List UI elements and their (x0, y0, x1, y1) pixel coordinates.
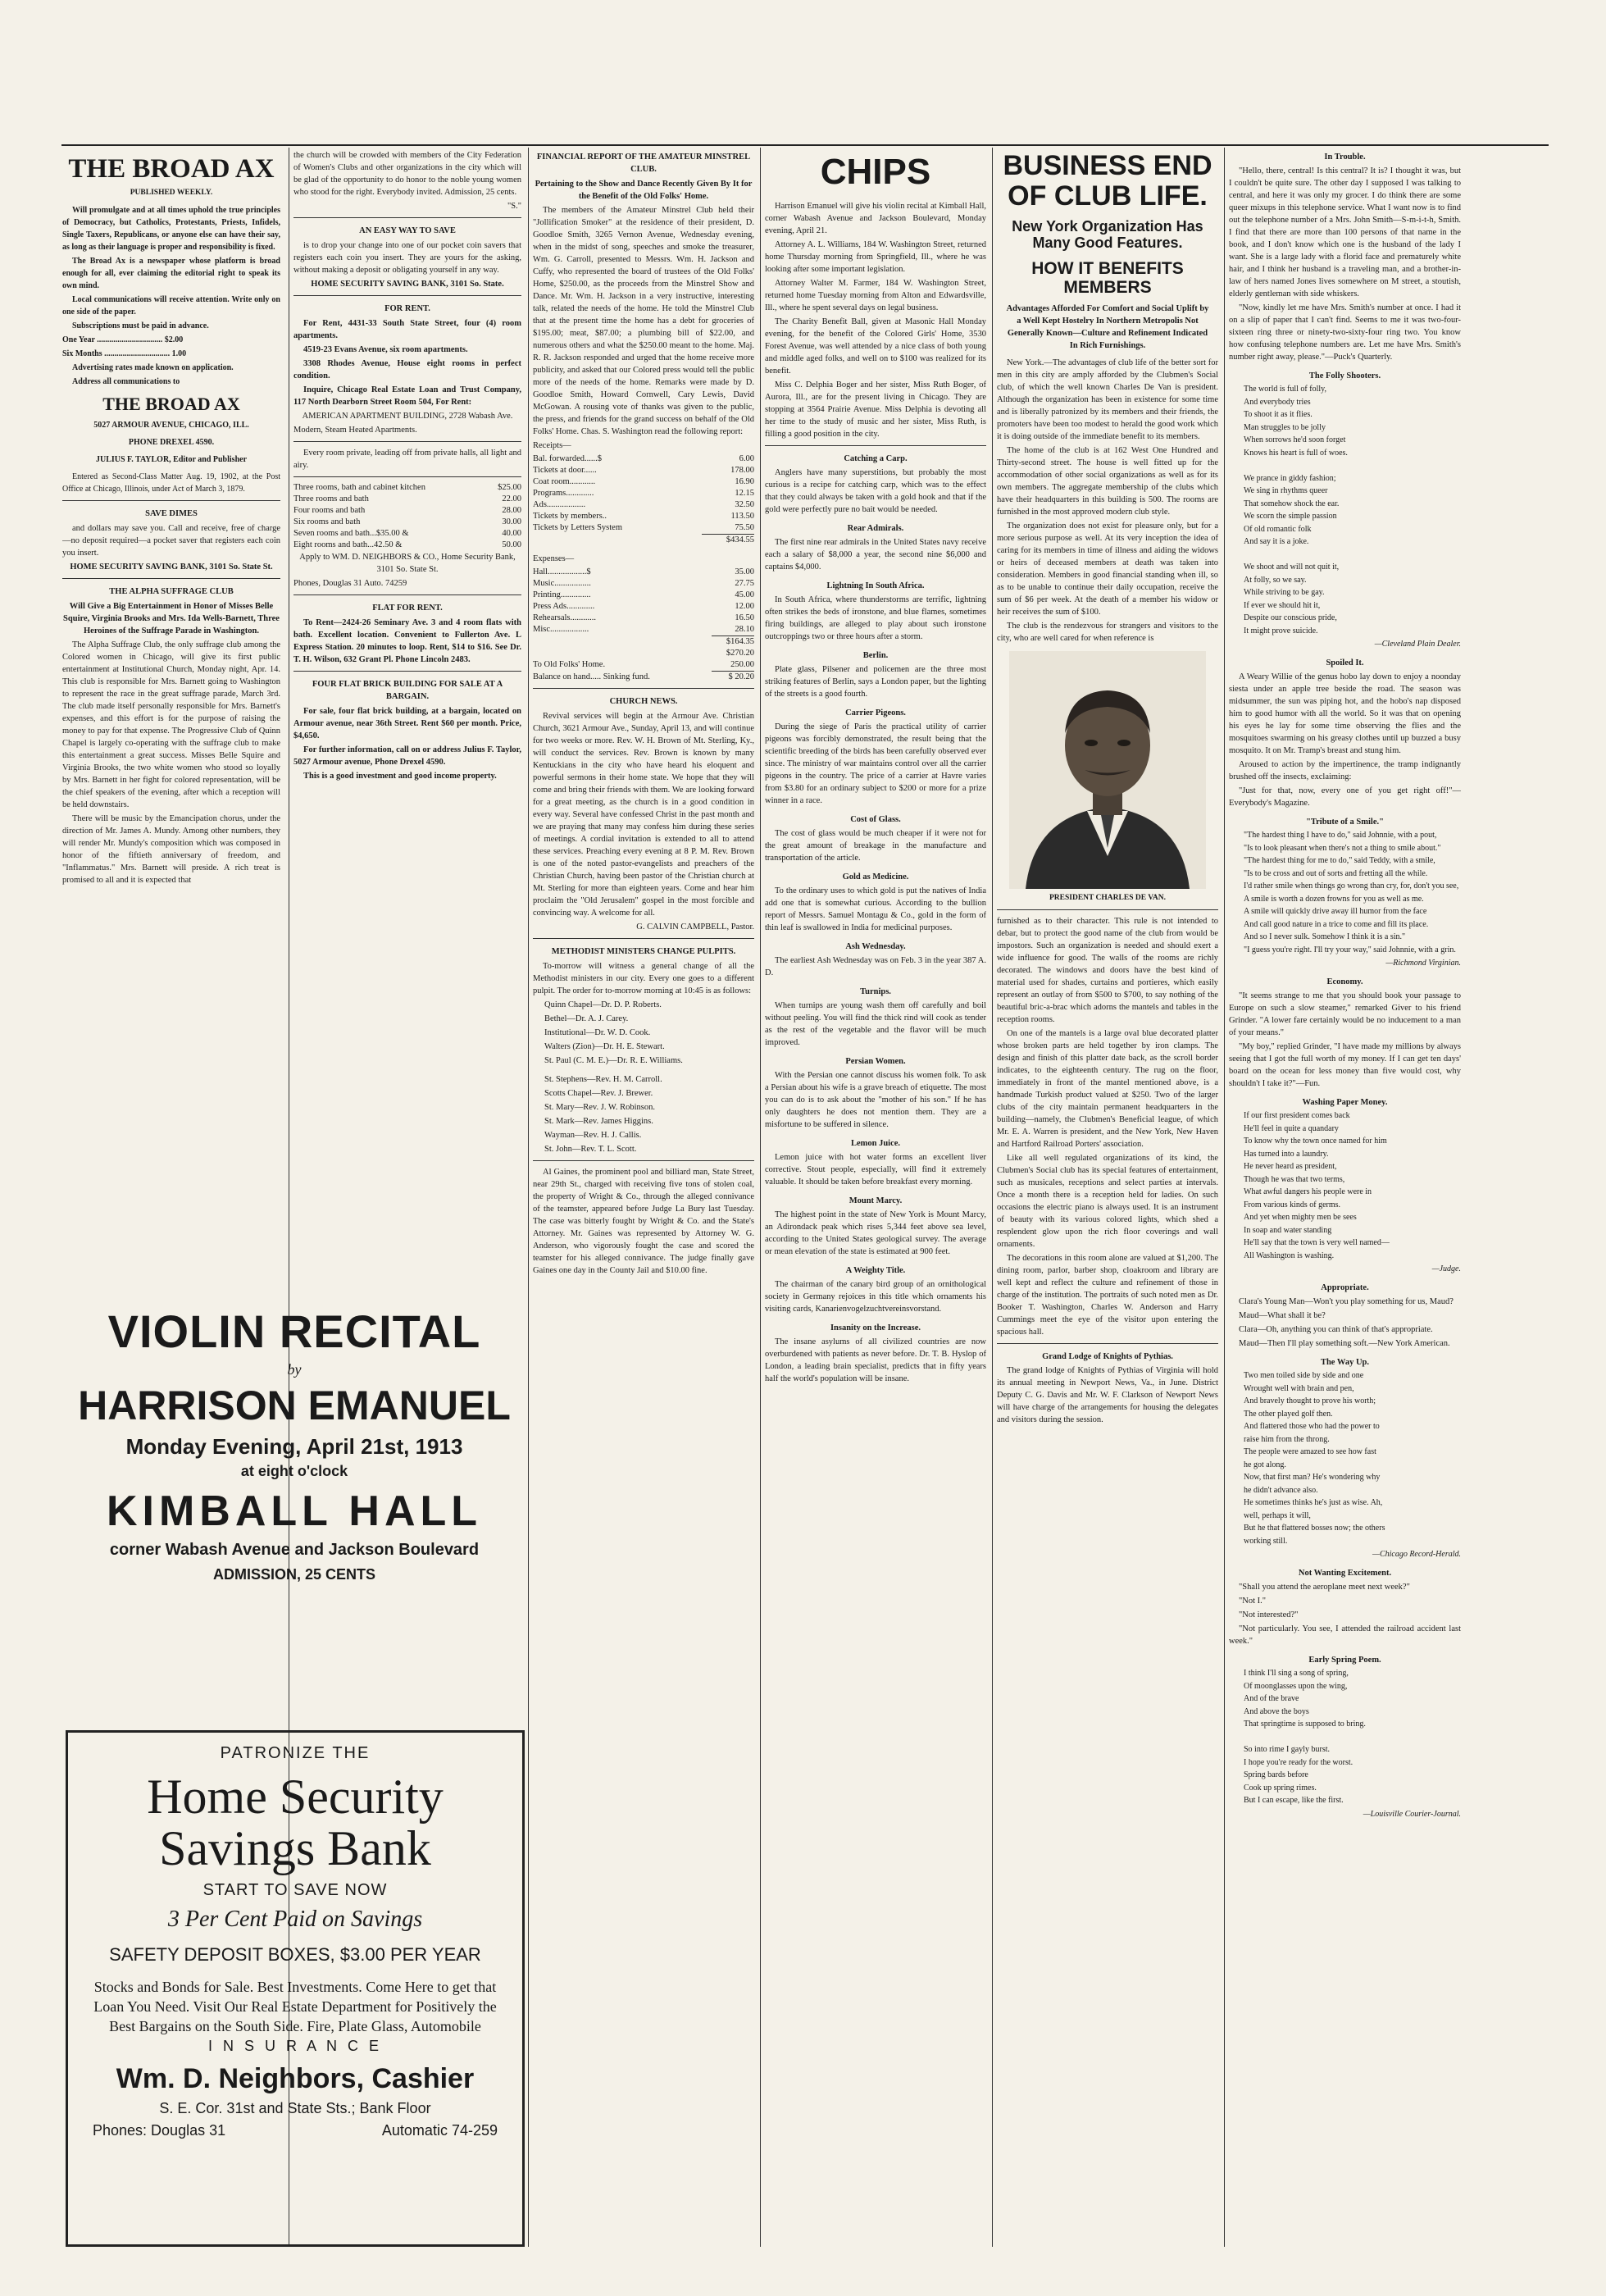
poem-line: I hope you're ready for the worst. (1244, 1757, 1353, 1767)
club-life-text: The organization does not exist for pleasure only, but for a more serious purpose as well. At its very inception the idea of caring for its members in time of illness and aiding the widows or heirs of deceased members at death was taken into consideration. Members in good financial standing when ill, so as to be unable to continue their daily occupation, receive the sum of $6 per week. At the death of a member his widow or heir receives the sum of $100. (997, 521, 1218, 617)
paper-money-heading: Washing Paper Money. (1302, 1098, 1388, 1107)
divider (765, 445, 986, 446)
masthead-subs: Subscriptions must be paid in advance. (72, 321, 209, 331)
ad-performer: HARRISON EMANUEL (78, 1383, 511, 1428)
way-up-heading: The Way Up. (1320, 1358, 1370, 1367)
poem-line: working still. (1244, 1536, 1288, 1546)
masthead-phone: PHONE DREXEL 4590. (128, 438, 215, 448)
poem-line: And of the brave (1244, 1694, 1299, 1703)
table-row: Tickets by Letters System 75.50 (533, 523, 754, 532)
poem-line: And everybody tries (1244, 397, 1311, 407)
ad-corner: corner Wabash Avenue and Jackson Boulevard (109, 1541, 480, 1559)
poem-line: The world is full of folly, (1244, 385, 1327, 394)
violin-recital-ad (62, 1304, 526, 1722)
item-heading: Carrier Pigeons. (845, 708, 906, 718)
bank-name-1: Home Security (147, 1770, 444, 1824)
table-row: Music................. 27.75 (533, 579, 754, 588)
poem-line: That springtime is supposed to bring. (1244, 1720, 1366, 1729)
economy-heading: Economy. (1326, 977, 1363, 986)
alpha-club-continued: the church will be crowded with members of the City Federation of Women's Clubs and other organizations in the city which will be glad of the opportunity to do honor to the noble young women who stood for the right. Everybody invited. Admission, 25 cents. (293, 151, 521, 197)
table-row: Balance on hand..... Sinking fund. $ 20.20 (533, 672, 754, 681)
appropriate-text-2: Maud—What shall it be? (1239, 1311, 1326, 1320)
rent-listing: Inquire, Chicago Real Estate Loan and Trust Company, 117 North Dearborn Street Room 504, For Rent: (293, 385, 521, 407)
bank-phones: Phones: Douglas 31 (93, 2122, 226, 2139)
poem-line: I think I'll sing a song of spring, (1244, 1669, 1349, 1678)
poem-line: We sing in rhythms queer (1244, 486, 1328, 495)
poem-line: A smile will quickly drive away ill humor from the face (1244, 907, 1427, 916)
rent-listing: 3308 Rhodes Avenue, House eight rooms in perfect condition. (293, 359, 521, 380)
table-row (533, 636, 754, 649)
alpha-club-signature: "S." (507, 202, 521, 211)
poem-line: "Is to look pleasant when there's not a thing to smile about." (1244, 843, 1441, 853)
chips-item: Harrison Emanuel will give his violin recital at Kimball Hall, corner Wabash Avenue and Jackson Boulevard, Monday evening, April 21. (765, 202, 986, 236)
portrait-caption: PRESIDENT CHARLES DE VAN. (1049, 893, 1166, 902)
table-row: Ads.................. 32.50 (533, 500, 754, 509)
poem-line: What awful dangers his people were in (1244, 1187, 1372, 1196)
church-news-heading: CHURCH NEWS. (609, 697, 678, 706)
item-heading: Mount Marcy. (848, 1196, 903, 1206)
bank-stocks: Stocks and Bonds for Sale. Best Investments. Come Here to get that Loan You Need. Visit Our Real Estate Department for Positively the Best Bargains on the South Side. Fire, Plate Glass, Automobile (93, 1979, 497, 2034)
excitement-text-2: "Not I." (1239, 1597, 1267, 1606)
financial-report-subheading: Pertaining to the Show and Dance Recently Given By It for the Benefit of the Old Folks' Home. (535, 180, 753, 201)
club-life-text: The home of the club is at 162 West One Hundred and Thirty-second street. The house is well fitted up for the accommodation of other social organizations as well as for its own members. The aggregate membership of the clubs which have their headquarters in this building is 500. The rooms are furnished in the most approved modern club style. (997, 445, 1218, 517)
poem-line: he got along. (1244, 1460, 1286, 1469)
divider (997, 1343, 1218, 1344)
poem-line: The people were amazed to see how fast (1244, 1447, 1376, 1456)
table-row: Printing.............. 45.00 (533, 590, 754, 599)
flat-for-rent-heading: FLAT FOR RENT. (372, 604, 443, 613)
church-news-text: Revival services will begin at the Armour Ave. Christian Church, 3621 Armour Ave., Sunday, April 13, and will continue for two weeks or more. Rev. W. H. Brown of Mt. Sterling, Ky., will conduct the services. Rev. Brown is known by many Kentuckians in the city who have heard his eloquent and powerful sermons in their home state. We hope that they will come and bring their friends with them. We are looking forward for a great meeting, as the church is in a good condition in every way. Several have confessed Christ in the past month and we are praying that many may confess him during these series of meetings. A cordial invitation is extended to all to attend these services. Preaching every evening at 8 P. M. Rev. Brown is one of the noted pastor-evangelists and preachers of the Christian Church, having been pastor of the Christian church at Mt. Sterling for more than eighteen years. Come and hear him proclaim the "Old Jerusalem" gospel in the most forcible and convincing way. A welcome for all. (533, 712, 754, 918)
item-heading: Persian Women. (845, 1057, 906, 1067)
appropriate-text: Clara's Young Man—Won't you play something for us, Maud? (1239, 1297, 1454, 1306)
item-text: Lemon juice with hot water forms an excellent liver corrective. Stout people, especially, will find it extremely valuable. It should be taken before breakfast every morning. (765, 1153, 986, 1187)
save-dimes-text: and dollars may save you. Call and receive, free of charge—no deposit required—a pocket saver that registers each coin you insert. (62, 524, 280, 558)
rent-listing: 4519-23 Evans Avenue, six room apartments. (303, 345, 468, 354)
column-rule (1224, 148, 1225, 2247)
spoiled-text-3: "Just for that, now, every one of you get right off!"—Everybody's Magazine. (1229, 786, 1461, 808)
club-life-text: New York.—The advantages of club life of the better sort for men in this city are amply afforded by the Clubmen's Social club, of which the well known Charles De Van is president. Although the organization has been in existence for some time and is liberally patronized by its members and their friends, the promoters have been too modest to herald the good work which it is doing outside of the immediate benefit to its members. (997, 358, 1218, 441)
item-text: Anglers have many superstitions, but probably the most curious is a recipe for catching carp, which was to the effect that they could always be taken with a gold hook and that if the gold were perfectly pure no bait would be needed. (765, 468, 986, 515)
poem-line: When sorrows he'd soon forget (1244, 435, 1346, 444)
masthead-note: The Broad Ax is a newspaper whose platform is broad enough for all, ever claiming the editorial right to speak its own mind. (62, 257, 280, 291)
divider (533, 938, 754, 939)
poem-line: Of moonglasses upon the wing, (1244, 1681, 1348, 1691)
poem-line: It might prove suicide. (1244, 626, 1318, 636)
table-row: Coat room............ 16.90 (533, 477, 754, 486)
alpha-club-text-2: There will be music by the Emancipation chorus, under the direction of Mr. James A. Mundy. Among other numbers, they will render Mr. Mundy's composition which was composed in honor of the fiftieth anniversary of freedom, and "Inflammatus." Mrs. Barnett will preside. A rich treat is promised to all and it is expected that (62, 814, 280, 886)
flat-text: To Rent—2424-26 Seminary Ave. 3 and 4 room flats with bath. Excellent location. Convenient to Fullerton Ave. L Express Station. 20 minutes to loop. Rent, $14 to $16. See Dr. T. H. Wilson, 632 Grant Pl. Phone Lincoln 2483. (293, 618, 521, 664)
poem-line: He'll feel in quite a quandary (1244, 1123, 1339, 1133)
poem-line: Of old romantic folk (1244, 524, 1312, 534)
smile-heading: "Tribute of a Smile." (1306, 818, 1384, 827)
list-item: St. John—Rev. T. L. Scott. (544, 1145, 637, 1154)
poem-line: Wrought well with brain and pen, (1244, 1383, 1354, 1393)
divider (293, 295, 521, 296)
poem-line: That somehow shock the ear. (1244, 499, 1340, 508)
chips-item: The Charity Benefit Ball, given at Masonic Hall Monday evening, for the benefit of the Colored Girls' Home, 3530 Forest Avenue, was well attended by a nice class of both young and middle aged folks, and well on to $100 was realized for its benefit. (765, 317, 986, 376)
poem-line: "The hardest thing I have to do," said Johnnie, with a pout, (1244, 831, 1437, 840)
masthead-six-months: Six Months ................................ 1.00 (62, 349, 187, 359)
ad-date: Monday Evening, April 21st, 1913 (125, 1434, 463, 1459)
bank-deposit-boxes: SAFETY DEPOSIT BOXES, $3.00 PER YEAR (109, 1944, 481, 1965)
item-text: To the ordinary uses to which gold is put the natives of India add one that is somewhat curious. According to the bullion report of Messrs. Samuel Montagu & Co., gold in the form of thin leaf is swallowed in India for medicinal purposes. (765, 886, 986, 933)
item-heading: Catching a Carp. (844, 454, 908, 464)
poem-line: The other played golf then. (1244, 1409, 1333, 1419)
excitement-text-4: "Not particularly. You see, I attended the railroad accident last week." (1229, 1624, 1461, 1646)
masthead-address: 5027 ARMOUR AVENUE, CHICAGO, ILL. (93, 421, 249, 430)
poem-line: But I can escape, like the first. (1244, 1796, 1344, 1805)
poem-line: And flattered those who had the power to (1244, 1422, 1380, 1431)
table-row: Six rooms and bath 30.00 (293, 517, 521, 526)
masthead-advertising: Advertising rates made known on application. (72, 363, 234, 373)
methodist-text: To-morrow will witness a general change of all the Methodist ministers in our city. Every one goes to a different pulpit. The order for to-morrow morning at 10:45 is as follows: (533, 962, 754, 995)
divider (293, 594, 521, 595)
paper-money-credit: —Judge. (1431, 1264, 1461, 1273)
poem-line: Despite our conscious pride, (1244, 613, 1337, 622)
masthead-entered: Entered as Second-Class Matter Aug. 19, 1902, at the Post Office at Chicago, Illinois, under Act of March 3, 1879. (62, 472, 280, 494)
poem-line: And so I never sulk. Somehow I think it is a sin." (1244, 932, 1406, 941)
table-row: Misc.................. 28.10 (533, 625, 754, 634)
item-text: The cost of glass would be much cheaper if it were not for the great amount of breakage in the manufacture and transportation of the article. (765, 829, 986, 863)
appropriate-heading: Appropriate. (1321, 1283, 1369, 1292)
rent-apply: Apply to WM. D. NEIGHBORS & CO., Home Security Bank, 3101 So. State St. (299, 553, 516, 574)
economy-text: "It seems strange to me that you should book your passage to Europe on such a slow steamer," remarked Giver to his friend Grinder. "A lower fare certainly would be no inducement to a man of your means." (1229, 991, 1461, 1037)
item-heading: A Weighty Title. (845, 1266, 906, 1276)
pythias-heading: Grand Lodge of Knights of Pythias. (1042, 1351, 1173, 1361)
club-life-text: The club is the rendezvous for strangers and visitors to the city, who are well cared for when reference is (997, 621, 1218, 643)
column-5 (997, 149, 1218, 2248)
brick-text-3: This is a good investment and good income property. (303, 772, 497, 781)
table-row (533, 648, 754, 659)
item-text: Plate glass, Pilsener and policemen are the three most striking features of Berlin, says a London paper, but the lighting of the streets is a good fourth. (765, 665, 986, 699)
ad-hall: KIMBALL HALL (106, 1487, 483, 1535)
bank-interest: 3 Per Cent Paid on Savings (167, 1906, 423, 1932)
poem-line: At folly, so we say. (1244, 575, 1307, 585)
poem-line: I'd rather smile when things go wrong than cry, for, don't you see, (1244, 882, 1459, 891)
rent-listing: Every room private, leading off from private halls, all light and airy. (293, 449, 521, 470)
bank-ad (66, 1730, 525, 2247)
portrait-image (1009, 651, 1206, 889)
poem-line: raise him from the throng. (1244, 1434, 1330, 1444)
ad-admission: ADMISSION, 25 CENTS (212, 1566, 376, 1583)
poem-line (1229, 549, 1461, 561)
item-text: The chairman of the canary bird group of an ornithological society in Germany rejoices in this title which ornaments his visiting cards, Kanarienvogelzuchtvereinsvorstand. (765, 1280, 986, 1314)
excitement-text: "Shall you attend the aeroplane meet next week?" (1239, 1583, 1410, 1592)
save-dimes-heading: SAVE DIMES (145, 509, 198, 519)
club-life-title-1: BUSINESS END (1003, 150, 1212, 181)
spring-poem (1229, 1668, 1461, 1806)
expenses-table (533, 567, 754, 683)
table-row: Tickets by members.. 113.50 (533, 512, 754, 521)
folly-credit: —Cleveland Plain Dealer. (1374, 640, 1461, 649)
spoiled-text: A Weary Willie of the genus hobo lay down to enjoy a noonday siesta under an apple tree beside the road. The season was midsummer, the sun was piping hot, and the hobo's nap disposed him to good humor with all the world. So it was that on opening his eyes he lay for some time observing the flies and the mosquitoes swarming on his greasy clothes until up buzzed a busy mosquito. It on Mr. Tramp's breast and stung him. (1229, 672, 1461, 755)
easy-way-text: is to drop your change into one of our pocket coin savers that registers each coin you insert. They are yours for the asking, without making a deposit or obligating yourself in any way. (293, 241, 521, 275)
spoiled-heading: Spoiled It. (1326, 658, 1364, 667)
list-item: Bethel—Dr. A. J. Carey. (544, 1014, 629, 1023)
masthead-published: PUBLISHED WEEKLY. (130, 189, 213, 198)
list-item: St. Mary—Rev. J. W. Robinson. (544, 1103, 655, 1112)
alpha-club-heading: THE ALPHA SUFFRAGE CLUB (109, 587, 234, 597)
poem-line: We prance in giddy fashion; (1244, 473, 1336, 483)
poem-line: If ever we should hit it, (1244, 600, 1321, 610)
divider (533, 1160, 754, 1161)
column-1 (62, 149, 280, 1281)
bank-cashier: Wm. D. Neighbors, Cashier (116, 2063, 475, 2094)
club-life-subtitle-2: HOW IT BENEFITS MEMBERS (1031, 259, 1184, 298)
list-item: Scotts Chapel—Rev. J. Brewer. (544, 1089, 653, 1098)
column-2 (293, 149, 521, 1281)
masthead-address-line: Address all communications to (72, 377, 180, 387)
divider (293, 217, 521, 218)
table-row: Three rooms, bath and cabinet kitchen $25.00 (293, 483, 521, 492)
divider (293, 441, 521, 442)
poem-line: "Is to be cross and out of sorts and fretting all the while. (1244, 868, 1428, 878)
masthead-policy: Will promulgate and at all times uphold the true principles of Democracy, but Catholics, Protestants, Priests, Infidels, Single Taxers, Republicans, or anyone else can have their say, as long as their language is proper and responsibility is fixed. (62, 206, 280, 253)
poem-line: But he that flattered bosses now; the others (1244, 1524, 1385, 1533)
item-heading: Turnips. (860, 987, 891, 997)
poem-line (1229, 460, 1461, 472)
in-trouble-heading: In Trouble. (1324, 153, 1366, 162)
spoiled-text-2: Aroused to action by the impertinence, the tramp indignantly brushed off the insects, exclaiming: (1229, 760, 1461, 781)
table-row: Eight rooms and bath...42.50 & 50.00 (293, 540, 521, 549)
item-heading: Berlin. (862, 651, 889, 661)
table-row: Seven rooms and bath...$35.00 & 40.00 (293, 529, 521, 538)
masthead-one-year: One Year ................................ $2.00 (62, 335, 184, 345)
item-text: The earliest Ash Wednesday was on Feb. 3 in the year 387 A. D. (765, 956, 986, 978)
item-heading: Cost of Glass. (850, 815, 901, 825)
item-text: During the siege of Paris the practical utility of carrier pigeons was forcibly demonstrated, the result being that the scientific breeding of the birds has been carefully observed ever since. The ministry of war maintains control over all the carrier pigeons in the country. The price of a carrier at Havre varies from $3.80 for an ordinary subject to $200 or more for a prize winner in a race. (765, 722, 986, 806)
list-item: Institutional—Dr. W. D. Cook. (544, 1028, 651, 1037)
poem-line: Two men toiled side by side and one (1244, 1371, 1364, 1380)
easy-way-heading: AN EASY WAY TO SAVE (359, 226, 456, 235)
for-rent-heading: FOR RENT. (384, 304, 430, 313)
smile-poem (1229, 830, 1461, 955)
masthead-title-2: THE BROAD AX (102, 394, 240, 415)
poem-line: he didn't advance also. (1244, 1485, 1318, 1495)
list-item: Wayman—Rev. H. J. Callis. (544, 1131, 642, 1140)
table-row: To Old Folks' Home. 250.00 (533, 660, 754, 669)
club-life-text: Like all well regulated organizations of its kind, the Clubmen's Social club has its special features of entertainment, such as musicales, receptions and select parties at intervals. Once a month there is a reception held for ladies. On such occasions the electric piano is always used. It is an instrument of beauty with its various colored lights, which shed a resplendent glow upon the rich floor coverings and wall ornaments. (997, 1153, 1218, 1249)
masthead-editor: JULIUS F. TAYLOR, Editor and Publisher (95, 455, 248, 465)
poem-line: Has turned into a laundry. (1244, 1149, 1329, 1159)
way-up-credit: —Chicago Record-Herald. (1372, 1550, 1461, 1559)
divider (533, 688, 754, 689)
bank-start: START TO SAVE NOW (202, 1881, 388, 1899)
poem-line: To shoot it as it flies. (1244, 410, 1313, 419)
poem-line: We shoot and will not quit it, (1244, 563, 1340, 572)
ad-time: at eight o'clock (240, 1463, 348, 1479)
alpha-club-text: The Alpha Suffrage Club, the only suffrage club among the Colored women in Chicago, will give its first public entertainment at Institutional Church, Monday night, Apr. 14. This club is responsible for Mrs. Barnett going to Washington to represent the race in the great suffrage parade, March 3rd. The club made itself personally responsible for Mrs. Barnett's expenses, and this effort is for the purpose of raising the money to pay for that expense. The Progressive Club of Quinn Chapel is largely co-operating with the suffrage club to make this entertainment a great success. Misses Belle Squire and Virginia Brooks, the two white women who stood so loyally by Mrs. Barnett in her fight for colored representation, will be the chief speakers of the evening, after which a reception will be held downstairs. (62, 640, 280, 810)
item-heading: Ash Wednesday. (845, 942, 906, 952)
receipts-total: $434.55 (702, 535, 754, 547)
poem-line: While striving to be gay. (1244, 588, 1325, 597)
top-rule (61, 144, 1549, 146)
receipts-table (533, 453, 754, 546)
table-row (533, 535, 754, 547)
brick-text-2: For further information, call on or address Julius F. Taylor, 5027 Armour avenue, Phone Drexel 4590. (293, 745, 521, 767)
rent-listing: For Rent, 4431-33 South State Street, four (4) room apartments. (293, 319, 521, 340)
list-item: St. Mark—Rev. James Higgins. (544, 1117, 653, 1126)
spring-poem-heading: Early Spring Poem. (1308, 1656, 1381, 1665)
portrait-photo (1009, 651, 1206, 889)
item-text: In South Africa, where thunderstorms are terrific, lightning often strikes the beds of ironstone, and blue flames, sometimes firing buildings, are alleged to play about such ironstone outcroppings two or three hours after a storm. (765, 595, 986, 642)
smile-credit: —Richmond Virginian. (1385, 959, 1461, 968)
bank-name-2: Savings Bank (159, 1821, 431, 1875)
alpha-club-subheading: Will Give a Big Entertainment in Honor of Misses Belle Squire, Virginia Brooks and Mrs. Ida Wells-Barnett, Three Heroines of the Suffrage Parade in Washington. (63, 602, 280, 636)
way-up-poem (1229, 1370, 1461, 1547)
poem-line: All Washington is washing. (1244, 1250, 1335, 1260)
poem-line: Knows his heart is full of woes. (1244, 448, 1348, 458)
poem-line: So into rime I gayly burst. (1244, 1745, 1330, 1754)
list-item: St. Paul (C. M. E.)—Dr. R. E. Williams. (544, 1056, 683, 1065)
list-item: St. Stephens—Rev. H. M. Carroll. (544, 1075, 662, 1084)
table-row: Three rooms and bath 22.00 (293, 494, 521, 503)
item-heading: Gold as Medicine. (842, 872, 909, 882)
easy-way-signature: HOME SECURITY SAVING BANK, 3101 So. State. (311, 280, 504, 289)
column-3 (533, 149, 754, 2248)
chips-title: CHIPS (820, 152, 931, 192)
rent-phones: Phones, Douglas 31 Auto. 74259 (293, 579, 407, 588)
bank-patronize: PATRONIZE THE (220, 1744, 371, 1762)
poem-line: In soap and water standing (1244, 1225, 1332, 1235)
poem-line: If our first president comes back (1244, 1111, 1350, 1120)
masthead-communications: Local communications will receive attention. Write only on one side of the paper. (62, 295, 280, 317)
expenses-total: $164.35 (712, 636, 754, 649)
in-trouble-text-2: "Now, kindly let me have Mrs. Smith's number at once. I had it on a slip of paper that I can't find. Seems to me it was two-four-sixteen ring three or ninety-two-sixty-four ring two. You know how confusing telephone numbers are. Let me have Mrs. Smith's number right away, please."—Puck's Quarterly. (1229, 303, 1461, 362)
item-heading: Lightning In South Africa. (826, 581, 925, 591)
poem-line: He'll say that the town is very well named— (1244, 1238, 1390, 1247)
masthead-title: THE BROAD AX (68, 154, 275, 184)
subtotal: $270.20 (726, 649, 754, 658)
bank-auto: Automatic 74-259 (381, 2122, 498, 2139)
column-rule (760, 148, 761, 2247)
item-heading: Lemon Juice. (850, 1139, 901, 1149)
church-news-signature: G. CALVIN CAMPBELL, Pastor. (636, 922, 754, 932)
bank-location: S. E. Cor. 31st and State Sts.; Bank Floor (159, 2100, 431, 2116)
rent-listing: AMERICAN APARTMENT BUILDING, 2728 Wabash Ave. (302, 412, 513, 421)
table-row: Hall..................$ 35.00 (533, 567, 754, 576)
list-item: Quinn Chapel—Dr. D. P. Roberts. (544, 1000, 662, 1009)
poem-line: We scorn the simple passion (1244, 512, 1337, 521)
folly-poem (1229, 384, 1461, 636)
bank-insurance: I N S U R A N C E (207, 2038, 383, 2054)
divider (997, 909, 1218, 910)
poem-line: "The hardest thing for me to do," said Teddy, with a smile, (1244, 856, 1435, 865)
appropriate-text-3: Clara—Oh, anything you can think of that's appropriate. (1239, 1325, 1433, 1334)
in-trouble-text: "Hello, there, central! Is this central? It is? I thought it was, but I couldn't be quite sure. The other day I supposed I was talking to central, and here it was only my grocer. I do think there are some queer mixups in this telephone service. What I want now is to find out the telephone number of a Mrs. John Smith—S-m-i-t-h, Smith. I find that there are more than 100 persons of that name in the book, and I don't know which one is the husband of the lady I want. She is a large lady with a florid face and prematurely white hair, and I think her husband is a traveling man, and a brother-in-law of hers named Jones lives somewhere on M street, a stoutish, elderly gentleman with side whiskers. (1229, 166, 1461, 298)
column-rule (992, 148, 993, 2247)
receipts-heading: Receipts— (533, 441, 571, 450)
methodist-heading: METHODIST MINISTERS CHANGE PULPITS. (551, 947, 736, 956)
chips-item: Miss C. Delphia Boger and her sister, Miss Ruth Boger, of Aurora, Ill., are for the present living in Chicago. They are stopping at 3564 Prairie Avenue. Miss Delphia is devoting all her time to the study of music and her sister, Miss Ruth, is filling a good position in the city. (765, 380, 986, 440)
brick-building-heading: FOUR FLAT BRICK BUILDING FOR SALE AT A BARGAIN. (312, 680, 503, 701)
expenses-heading: Expenses— (533, 554, 575, 563)
table-row: Four rooms and bath 28.00 (293, 506, 521, 515)
poem-line (1229, 1732, 1461, 1743)
item-text: With the Persian one cannot discuss his women folk. To ask a Persian about his wife is a grave breach of etiquette. The most you can do is to ask about the "mother of his son." If he has only daughters he does not mention them. They are a misfortune to be suffered in silence. (765, 1071, 986, 1130)
poem-line: From various kinds of germs. (1244, 1200, 1341, 1210)
poem-line: And call good nature in a trice to come and fill its place. (1244, 919, 1429, 929)
club-life-deck: Advantages Afforded For Comfort and Social Uplift by a Well Kept Hostelry In Northern Metropolis Not Generally Known—Culture and Refinement Indicated In Rich Furnishings. (1006, 303, 1209, 350)
club-life-subtitle: New York Organization Has Many Good Features. (1012, 217, 1203, 251)
item-text: When turnips are young wash them off carefully and boil without peeling. You will find the thick rind will cook as tender as the rest of the vegetable and the flavor will be much improved. (765, 1001, 986, 1048)
club-life-title-2: OF CLUB LIFE. (1008, 180, 1208, 212)
pythias-text: The grand lodge of Knights of Pythias of Virginia will hold its annual meeting in Newport News, Va., in June. District Deputy C. G. Davis and Mr. W. F. Clarkson of Newport News will have charge of the arrangements for housing the delegates and visitors during the session. (997, 1365, 1218, 1424)
poem-line: Now, that first man? He's wondering why (1244, 1473, 1381, 1482)
club-life-text: furnished as to their character. This rule is not intended to debar, but to protect the good name of the club from would be impostors. Such an organization is needed and should exert a wide influence for good. The walls of the rooms are richly decorated. The windows and doors have the best kind of material used for shades, curtains and portieres, which easily represent an outlay of from $500 to $700, to say nothing of the beautiful bric-a-brac which adorns the mantels and tables in the reception rooms. (997, 916, 1218, 1024)
poem-line: To know why the town once named for him (1244, 1137, 1387, 1146)
financial-report-heading: FINANCIAL REPORT OF THE AMATEUR MINSTREL CLUB. (536, 153, 751, 174)
poem-line: Man struggles to be jolly (1244, 422, 1326, 432)
chips-item: Attorney Walter M. Farmer, 184 W. Washington Street, returned home Tuesday morning from Alton and Edwardsville, Ill., where he spent several days on legal business. (765, 279, 986, 313)
table-row: Programs............. 12.15 (533, 489, 754, 498)
save-dimes-signature: HOME SECURITY SAVING BANK, 3101 So. State St. (70, 563, 273, 572)
poem-line: Spring bards before (1244, 1770, 1308, 1779)
folly-heading: The Folly Shooters. (1308, 371, 1381, 380)
poem-line: "I guess you're right. I'll try your way," said Johnnie, with a grin. (1244, 945, 1456, 954)
table-row: Rehearsals............ 16.50 (533, 613, 754, 622)
brick-text: For sale, four flat brick building, at a bargain, located on Armour avenue, near 36th Street. Rent $60 per month. Price, $4,650. (293, 707, 521, 740)
divider (293, 671, 521, 672)
poem-line: And bravely thought to prove his worth; (1244, 1396, 1376, 1405)
financial-report-text: The members of the Amateur Minstrel Club held their "Jollification Smoker" at the residence of their president, D. Goodloe Smith, 3265 Vernon Avenue, Wednesday evening, when in the midst of song, speeches and smoke the treasurer, Wm. G. Carroll, presented to Messrs. Wm. H. Jackson and Cuffy, who represented the board of trustees of the Old Folks' Home, $250.00, as the proceeds from the Minstrel Show and Dance. Mr. Wm. H. Jackson in a very instructive, interesting talk, related the needs of the home. He told the Minstrel Club that at the present time the home has a debt for groceries of $195.00; meat, $87.00; a plumbing bill of $22.00, and numerous others and what the $250.00 meant to the home. Maj. R. R. Jackson responded and urged that the home receive more publicity, and asked that our Colored press would tell the public more of the needs of the home. Remarks were made by D. Goodloe Smith, Howard Cornwell, Cary Lewis, David McGowan. A rousing vote of thanks was given to the public, the press, and friends for the grand success on behalf of the Old Folks' Home. Chas. S. Washington read the following report: (533, 206, 754, 436)
item-text: The highest point in the state of New York is Mount Marcy, an Adirondack peak which rises 5,344 feet above sea level, according to the United States geological survey. The average or mean elevation of the state is estimated at 900 feet. (765, 1210, 986, 1257)
ad-by: by (287, 1361, 302, 1378)
divider (62, 500, 280, 501)
spring-credit: —Louisville Courier-Journal. (1363, 1809, 1461, 1819)
table-row: Tickets at door...... 178.00 (533, 466, 754, 475)
poem-line: Though he was that two terms, (1244, 1174, 1345, 1184)
column-6 (1229, 149, 1461, 2248)
club-life-text: The decorations in this room alone are valued at $1,200. The dining room, parlor, barber shop, cloakroom and library are well kept and reflect the culture and refinement of those in charge of the institution. The portraits of such noted men as Dr. Booker T. Washington, Charles W. Anderson and Harry Cummings meet the eye of the visitor upon entering the spacious hall. (997, 1253, 1218, 1337)
poem-line: Cook up spring rimes. (1244, 1783, 1317, 1793)
economy-text-2: "My boy," replied Grinder, "I have made my millions by always seeing that I got the full worth of my money. If I can get ten days' board on the ocean for less money than five would cost, why shouldn't I take it?"—Fun. (1229, 1042, 1461, 1088)
table-row: Bal. forwarded......$ 6.00 (533, 454, 754, 463)
paper-money-poem (1229, 1110, 1461, 1261)
excitement-heading: Not Wanting Excitement. (1298, 1569, 1392, 1578)
chips-item: Attorney A. L. Williams, 184 W. Washington Street, returned home Thursday morning from Springfield, Ill., where he was looking after some important legislation. (765, 240, 986, 275)
excitement-text-3: "Not interested?" (1239, 1610, 1299, 1620)
rooms-table (293, 482, 521, 551)
poem-line: He sometimes thinks he's just as wise. Ah, (1244, 1498, 1383, 1507)
poem-line: And above the boys (1244, 1706, 1309, 1716)
divider (62, 578, 280, 579)
appropriate-text-4: Maud—Then I'll play something soft.—New York American. (1239, 1339, 1450, 1348)
item-heading: Insanity on the Increase. (830, 1323, 921, 1333)
poem-line: And say it is a joke. (1244, 537, 1309, 546)
poem-line: A smile is worth a dozen frowns for you as well as me. (1244, 894, 1424, 904)
item-heading: Rear Admirals. (847, 524, 904, 534)
column-rule (528, 148, 529, 2247)
bank-phones-row (76, 2122, 514, 2139)
club-life-text: On one of the mantels is a large oval blue decorated platter whose broken parts are held together by iron clamps. The design and finish of this platter date back, as the scroll border indicates, to the eighteenth century. The rug on the floor, immediately in front of the mantel mentioned above, is a handmade Turkish product valued at $250. Two of the larger clubs of the city maintain permanent headquarters in the building—namely, the Clubmen's Beneficial league, of which Mr. E. A. Warren is president, and the New York, New Haven and Hartford Railroad Porters' association. (997, 1028, 1218, 1149)
item-text: The first nine rear admirals in the United States navy receive each a salary of $8,000 a year, the second nine $6,000 and captains $4,000. (765, 538, 986, 572)
column-4 (765, 149, 986, 2248)
poem-line: He never heard as president, (1244, 1162, 1337, 1171)
ad-title: VIOLIN RECITAL (107, 1305, 481, 1357)
poem-line: well, perhaps it will, (1244, 1510, 1311, 1520)
item-text: The insane asylums of all civilized countries are now overburdened with patients as never before. Dr. T. B. Hyslop of London, a leading brain specialist, predicts that in fifty years half the world's population will be insane. (765, 1337, 986, 1384)
list-item: Walters (Zion)—Dr. H. E. Stewart. (544, 1042, 665, 1051)
rent-listing: Modern, Steam Heated Apartments. (293, 426, 417, 435)
gaines-text: Al Gaines, the prominent pool and billiard man, State Street, near 29th St., charged with receiving five tons of stolen coal, the property of Wright & Co., through the alleged connivance of the teamster, appeared before Judge La Bury last Tuesday. The case was bitterly fought by Wright & Co. and the State's Attorney. Mr. Gaines was represented by Attorney W. G. Anderson, who vigorously fought the case and scored the teamster for his alleged connivance. The judge finally gave Gaines one day in the County Jail and $10.00 fine. (533, 1168, 754, 1275)
table-row: Press Ads............. 12.00 (533, 602, 754, 611)
poem-line: And yet when mighty men be sees (1244, 1213, 1357, 1222)
divider (293, 476, 521, 477)
